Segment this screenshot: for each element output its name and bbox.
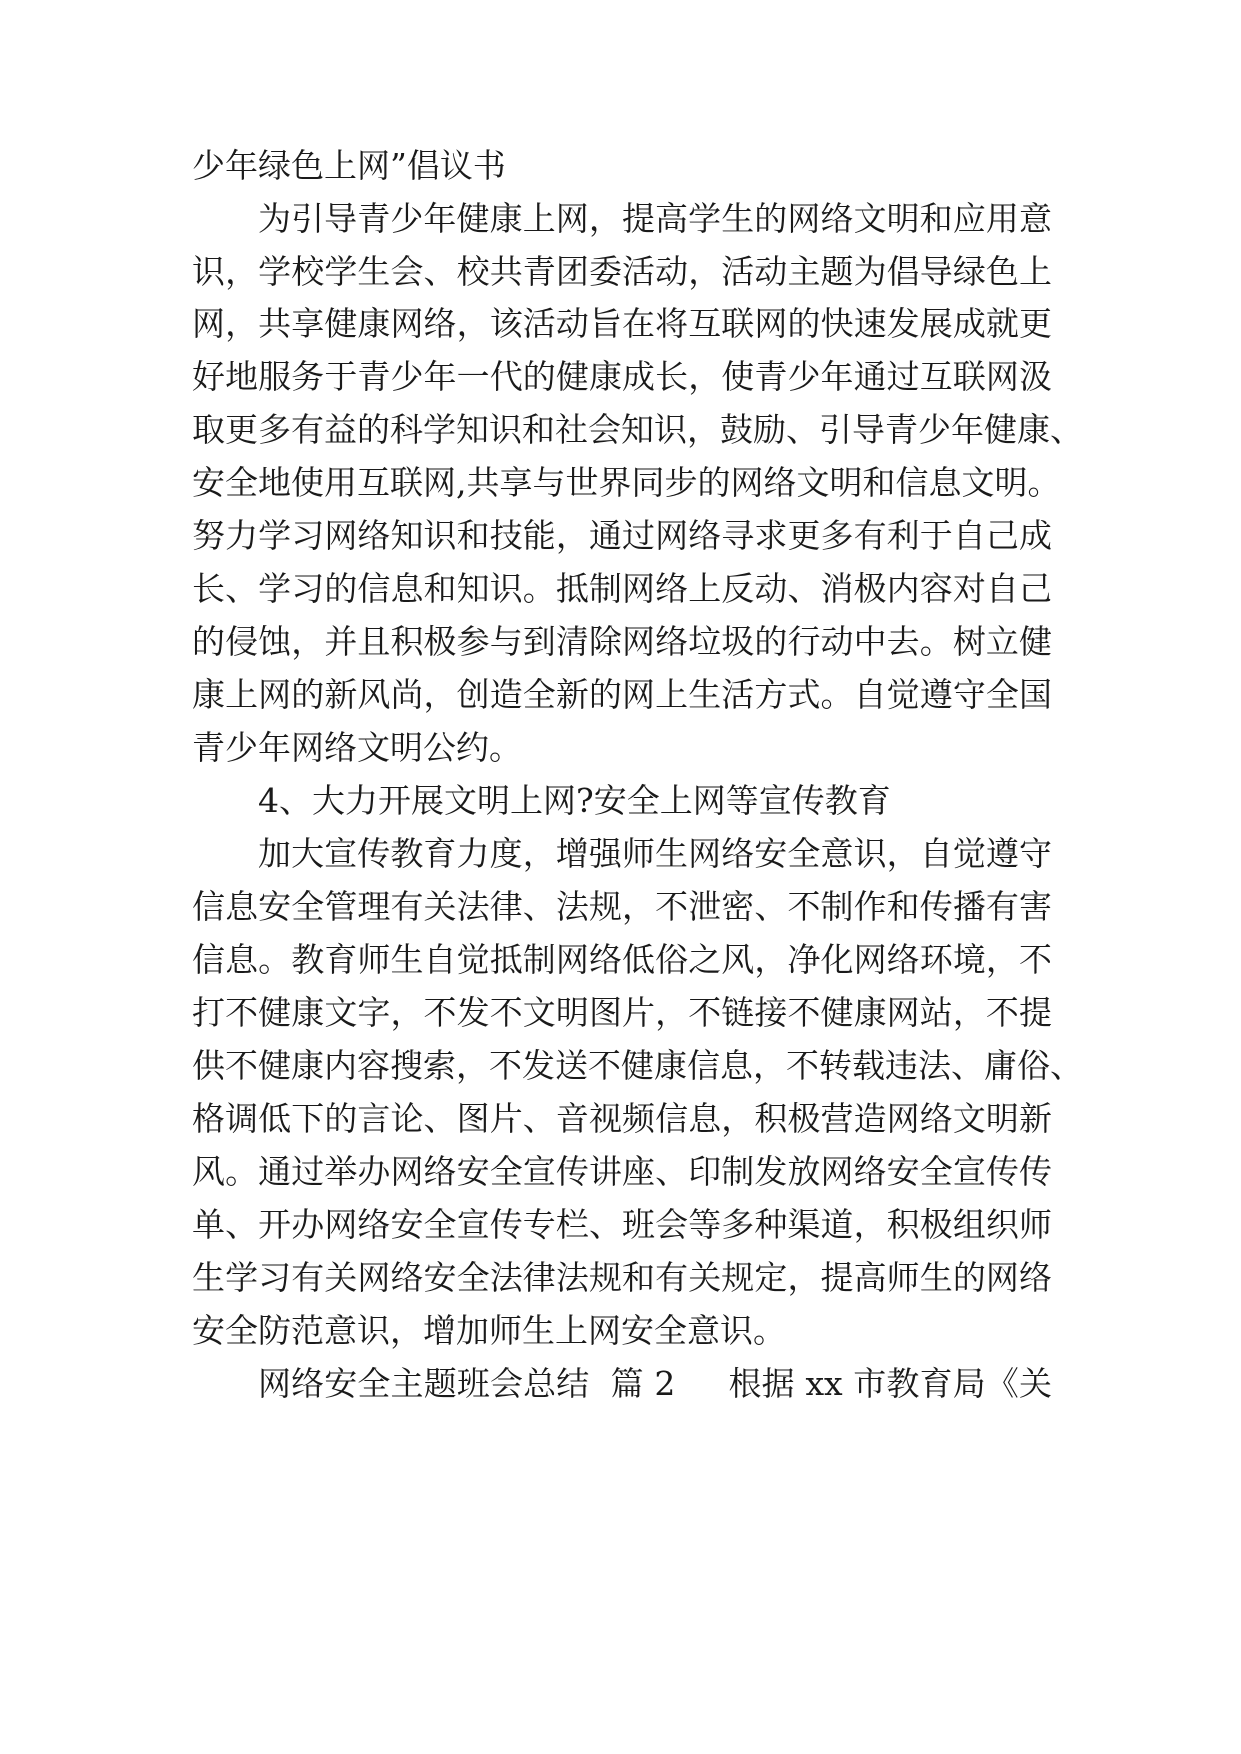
paragraph-first-line: 为引导青少年健康上网，提高学生的网络文明和应用意: [258, 199, 1052, 238]
section-heading: 4、大力开展文明上网?安全上网等宣传教育: [258, 781, 891, 820]
text-line: 识，学校学生会、校共青团委活动，活动主题为倡导绿色上: [192, 252, 1052, 291]
text-line: 打不健康文字，不发不文明图片，不链接不健康网站，不提: [192, 993, 1052, 1032]
text-line: 单、开办网络安全宣传专栏、班会等多种渠道，积极组织师: [192, 1205, 1052, 1244]
text-line: 好地服务于青少年一代的健康成长，使青少年通过互联网汲: [192, 357, 1052, 396]
text-line: 网，共享健康网络，该活动旨在将互联网的快速发展成就更: [192, 304, 1052, 343]
text-line: 取更多有益的科学知识和社会知识，鼓励、引导青少年健康、: [192, 410, 1083, 449]
text-line: 安全地使用互联网,共享与世界同步的网络文明和信息文明。: [192, 463, 1061, 502]
text-line: 风。通过举办网络安全宣传讲座、印制发放网络安全宣传传: [192, 1152, 1052, 1191]
text-line: 安全防范意识，增加师生上网安全意识。: [192, 1311, 786, 1350]
text-line: 的侵蚀，并且积极参与到清除网络垃圾的行动中去。树立健: [192, 622, 1052, 661]
paragraph-first-line: 加大宣传教育力度，增强师生网络安全意识，自觉遵守: [258, 834, 1052, 873]
text-line: 信息安全管理有关法律、法规，不泄密、不制作和传播有害: [192, 887, 1052, 926]
text-line: 格调低下的言论、图片、音视频信息，积极营造网络文明新: [192, 1099, 1052, 1138]
text-line: 长、学习的信息和知识。抵制网络上反动、消极内容对自己: [192, 569, 1052, 608]
text-line: 信息。教育师生自觉抵制网络低俗之风，净化网络环境，不: [192, 940, 1052, 979]
text-line: 供不健康内容搜索，不发送不健康信息，不转载违法、庸俗、: [192, 1046, 1083, 1085]
text-line: 青少年网络文明公约。: [192, 728, 522, 767]
section-title-line: 网络安全主题班会总结 篇 2 根据 xx 市教育局《关: [258, 1364, 1052, 1403]
text-line: 生学习有关网络安全法律法规和有关规定，提高师生的网络: [192, 1258, 1052, 1297]
text-line: 少年绿色上网”倡议书: [192, 146, 506, 185]
text-line: 康上网的新风尚，创造全新的网上生活方式。自觉遵守全国: [192, 675, 1052, 714]
text-line: 努力学习网络知识和技能，通过网络寻求更多有利于自己成: [192, 516, 1052, 555]
